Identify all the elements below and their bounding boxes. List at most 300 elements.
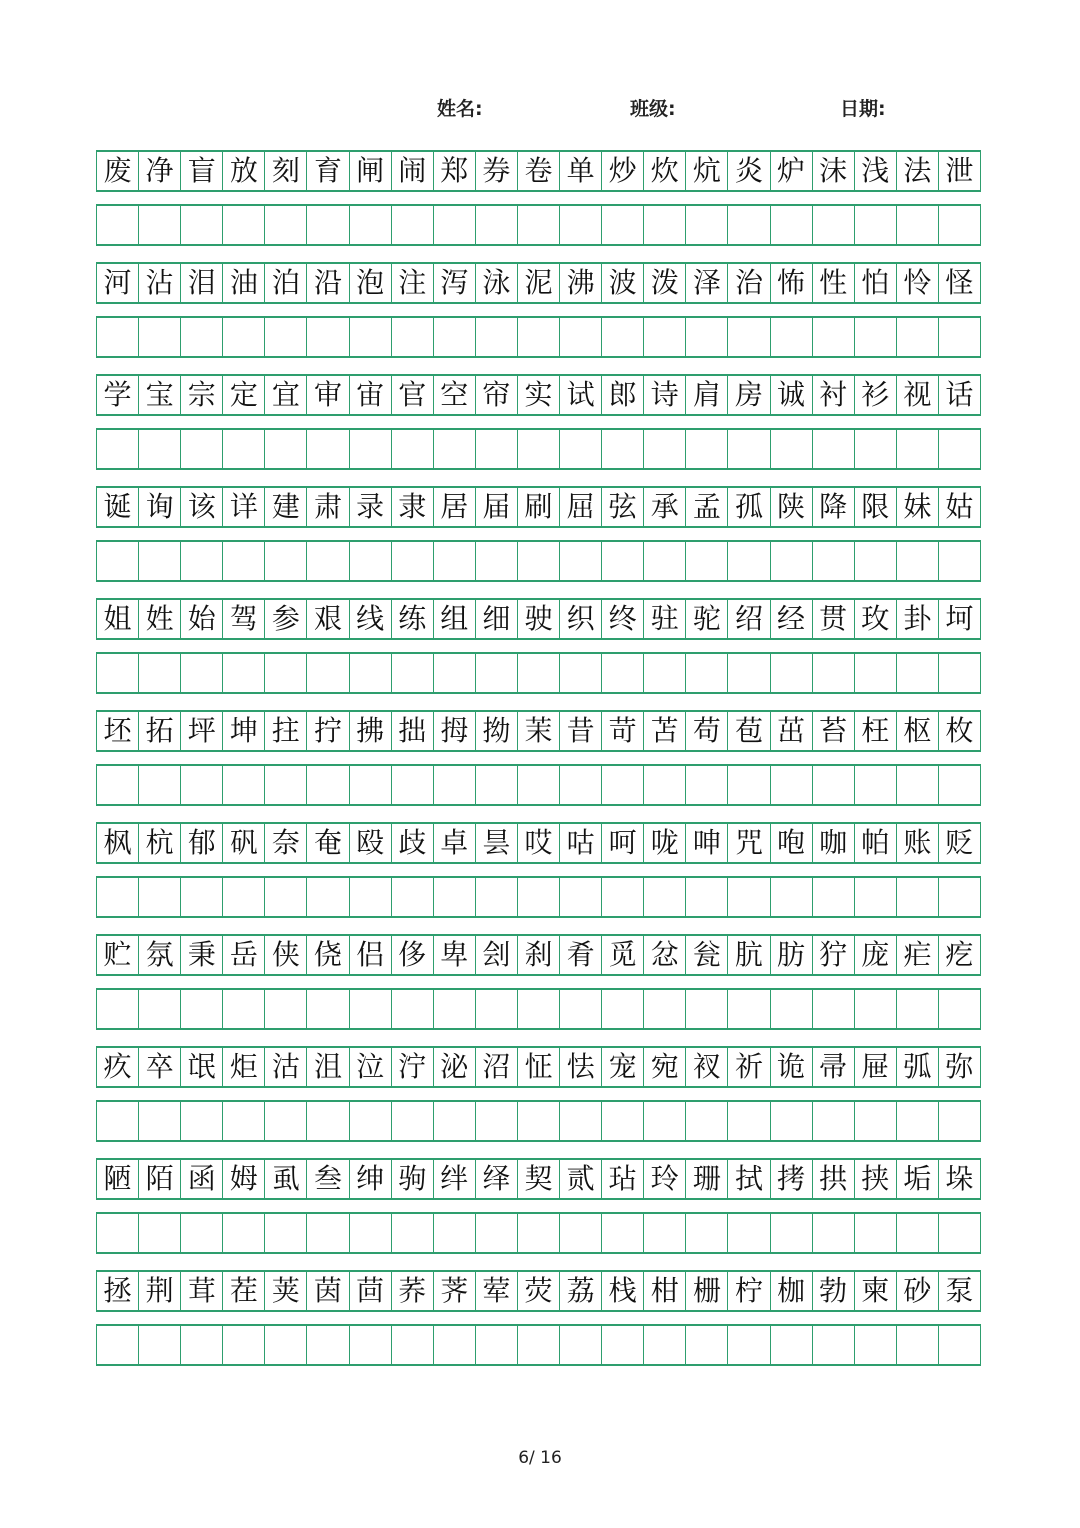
practice-cell[interactable] <box>602 206 644 244</box>
character-cell: 杭 <box>139 824 181 862</box>
practice-cell[interactable] <box>476 206 518 244</box>
practice-cell[interactable] <box>771 766 813 804</box>
character-cell: 定 <box>223 376 265 414</box>
practice-cell[interactable] <box>392 1102 434 1140</box>
practice-cell[interactable] <box>434 990 476 1028</box>
practice-cell[interactable] <box>939 430 981 468</box>
character-cell: 炒 <box>602 152 644 190</box>
practice-cell[interactable] <box>181 318 223 356</box>
character-cell: 狞 <box>813 936 855 974</box>
practice-cell[interactable] <box>392 654 434 692</box>
practice-cell[interactable] <box>771 1102 813 1140</box>
practice-cell[interactable] <box>223 430 265 468</box>
practice-cell[interactable] <box>350 990 392 1028</box>
practice-cell[interactable] <box>392 542 434 580</box>
practice-cell[interactable] <box>855 654 897 692</box>
practice-cell[interactable] <box>97 1326 139 1364</box>
practice-cell[interactable] <box>350 1102 392 1140</box>
practice-cell[interactable] <box>728 766 770 804</box>
practice-cell[interactable] <box>97 206 139 244</box>
practice-cell[interactable] <box>181 430 223 468</box>
practice-cell[interactable] <box>476 654 518 692</box>
practice-cell[interactable] <box>644 766 686 804</box>
practice-cell[interactable] <box>350 766 392 804</box>
practice-cell[interactable] <box>139 318 181 356</box>
practice-cell[interactable] <box>644 1214 686 1252</box>
character-cell: 咆 <box>771 824 813 862</box>
practice-cell[interactable] <box>855 542 897 580</box>
practice-cell[interactable] <box>813 318 855 356</box>
character-cell: 贰 <box>560 1160 602 1198</box>
practice-cell[interactable] <box>223 1102 265 1140</box>
practice-cell[interactable] <box>855 766 897 804</box>
practice-cell[interactable] <box>307 318 349 356</box>
practice-cell[interactable] <box>139 654 181 692</box>
practice-cell[interactable] <box>939 542 981 580</box>
practice-cell[interactable] <box>560 990 602 1028</box>
practice-cell[interactable] <box>602 990 644 1028</box>
practice-cell[interactable] <box>434 430 476 468</box>
practice-cell[interactable] <box>939 990 981 1028</box>
practice-cell[interactable] <box>897 1326 939 1364</box>
practice-cell[interactable] <box>518 654 560 692</box>
practice-cell[interactable] <box>897 990 939 1028</box>
practice-cell[interactable] <box>728 318 770 356</box>
practice-cell[interactable] <box>518 766 560 804</box>
practice-cell[interactable] <box>728 654 770 692</box>
character-cell: 咕 <box>560 824 602 862</box>
practice-cell[interactable] <box>855 430 897 468</box>
practice-cell[interactable] <box>350 878 392 916</box>
practice-cell[interactable] <box>771 1214 813 1252</box>
practice-cell[interactable] <box>686 990 728 1028</box>
practice-cell[interactable] <box>476 1102 518 1140</box>
practice-cell[interactable] <box>223 766 265 804</box>
practice-cell[interactable] <box>939 318 981 356</box>
practice-cell[interactable] <box>350 1326 392 1364</box>
practice-cell[interactable] <box>644 878 686 916</box>
practice-cell[interactable] <box>728 1326 770 1364</box>
character-cell: 泡 <box>350 264 392 302</box>
character-cell: 屉 <box>855 1048 897 1086</box>
practice-cell[interactable] <box>223 318 265 356</box>
character-cell: 弧 <box>897 1048 939 1086</box>
practice-cell[interactable] <box>771 878 813 916</box>
character-cell: 坪 <box>181 712 223 750</box>
character-cell: 育 <box>307 152 349 190</box>
practice-cell[interactable] <box>813 430 855 468</box>
practice-cell[interactable] <box>97 878 139 916</box>
practice-cell[interactable] <box>897 878 939 916</box>
practice-cell[interactable] <box>265 318 307 356</box>
practice-cell[interactable] <box>939 654 981 692</box>
character-cell: 刷 <box>518 488 560 526</box>
practice-cell[interactable] <box>560 766 602 804</box>
character-cell: 玫 <box>855 600 897 638</box>
practice-cell[interactable] <box>518 318 560 356</box>
practice-cell[interactable] <box>686 1102 728 1140</box>
practice-cell[interactable] <box>686 542 728 580</box>
practice-cell[interactable] <box>181 1326 223 1364</box>
practice-cell[interactable] <box>139 1214 181 1252</box>
practice-cell[interactable] <box>813 654 855 692</box>
practice-cell[interactable] <box>518 1214 560 1252</box>
practice-cell[interactable] <box>476 878 518 916</box>
practice-cell[interactable] <box>813 990 855 1028</box>
practice-cell[interactable] <box>728 430 770 468</box>
practice-cell[interactable] <box>392 766 434 804</box>
character-row <box>96 486 981 528</box>
practice-cell[interactable] <box>644 1102 686 1140</box>
character-cell: 帘 <box>476 376 518 414</box>
character-cell: 帚 <box>813 1048 855 1086</box>
practice-cell[interactable] <box>139 430 181 468</box>
practice-cell[interactable] <box>307 542 349 580</box>
practice-cell[interactable] <box>97 430 139 468</box>
practice-cell[interactable] <box>939 766 981 804</box>
practice-cell[interactable] <box>307 1326 349 1364</box>
practice-cell[interactable] <box>350 542 392 580</box>
character-cell: 承 <box>644 488 686 526</box>
practice-cell[interactable] <box>392 318 434 356</box>
practice-cell[interactable] <box>307 1214 349 1252</box>
character-cell: 话 <box>939 376 981 414</box>
practice-cell[interactable] <box>307 654 349 692</box>
practice-cell[interactable] <box>265 542 307 580</box>
character-cell: 泼 <box>644 264 686 302</box>
practice-cell[interactable] <box>434 654 476 692</box>
practice-cell[interactable] <box>181 1102 223 1140</box>
practice-cell[interactable] <box>223 1326 265 1364</box>
practice-cell[interactable] <box>97 766 139 804</box>
practice-cell[interactable] <box>897 318 939 356</box>
practice-cell[interactable] <box>644 990 686 1028</box>
practice-cell[interactable] <box>434 206 476 244</box>
character-cell: 怔 <box>518 1048 560 1086</box>
practice-cell[interactable] <box>939 1214 981 1252</box>
practice-cell[interactable] <box>560 878 602 916</box>
class-label: 班级: <box>630 98 676 120</box>
practice-cell[interactable] <box>139 878 181 916</box>
practice-cell[interactable] <box>518 1102 560 1140</box>
character-cell: 沮 <box>307 1048 349 1086</box>
character-cell: 昙 <box>476 824 518 862</box>
character-cell: 枉 <box>855 712 897 750</box>
practice-cell[interactable] <box>897 1214 939 1252</box>
character-cell: 泌 <box>434 1048 476 1086</box>
practice-cell[interactable] <box>265 766 307 804</box>
practice-cell[interactable] <box>139 1102 181 1140</box>
practice-cell[interactable] <box>771 206 813 244</box>
practice-cell[interactable] <box>897 206 939 244</box>
practice-cell[interactable] <box>560 542 602 580</box>
practice-cell[interactable] <box>560 1214 602 1252</box>
practice-cell[interactable] <box>602 430 644 468</box>
character-cell: 姑 <box>939 488 981 526</box>
practice-cell[interactable] <box>181 878 223 916</box>
practice-cell[interactable] <box>855 990 897 1028</box>
character-cell: 泣 <box>350 1048 392 1086</box>
practice-cell[interactable] <box>855 878 897 916</box>
practice-cell[interactable] <box>686 654 728 692</box>
practice-cell[interactable] <box>560 206 602 244</box>
practice-cell[interactable] <box>223 1214 265 1252</box>
practice-cell[interactable] <box>644 318 686 356</box>
practice-cell[interactable] <box>307 766 349 804</box>
practice-cell[interactable] <box>97 990 139 1028</box>
practice-cell[interactable] <box>265 1102 307 1140</box>
practice-cell[interactable] <box>560 654 602 692</box>
practice-cell[interactable] <box>223 542 265 580</box>
practice-cell[interactable] <box>392 990 434 1028</box>
practice-cell[interactable] <box>476 318 518 356</box>
practice-cell[interactable] <box>392 206 434 244</box>
character-cell: 诞 <box>97 488 139 526</box>
practice-cell[interactable] <box>181 542 223 580</box>
practice-cell[interactable] <box>181 990 223 1028</box>
practice-cell[interactable] <box>771 430 813 468</box>
practice-cell[interactable] <box>139 206 181 244</box>
practice-cell[interactable] <box>476 990 518 1028</box>
practice-cell[interactable] <box>686 766 728 804</box>
character-cell: 契 <box>518 1160 560 1198</box>
practice-cell[interactable] <box>434 1214 476 1252</box>
practice-cell[interactable] <box>771 654 813 692</box>
practice-cell[interactable] <box>97 654 139 692</box>
practice-cell[interactable] <box>181 206 223 244</box>
practice-cell[interactable] <box>434 318 476 356</box>
practice-cell[interactable] <box>139 1326 181 1364</box>
practice-cell[interactable] <box>139 990 181 1028</box>
practice-cell[interactable] <box>434 878 476 916</box>
practice-cell[interactable] <box>939 1326 981 1364</box>
practice-cell[interactable] <box>813 878 855 916</box>
practice-cell[interactable] <box>644 654 686 692</box>
practice-cell[interactable] <box>771 990 813 1028</box>
practice-cell[interactable] <box>686 318 728 356</box>
practice-cell[interactable] <box>813 1326 855 1364</box>
practice-cell[interactable] <box>728 1102 770 1140</box>
practice-cell[interactable] <box>518 430 560 468</box>
practice-cell[interactable] <box>602 1326 644 1364</box>
practice-cell[interactable] <box>139 542 181 580</box>
practice-cell[interactable] <box>897 542 939 580</box>
practice-cell[interactable] <box>602 766 644 804</box>
character-cell: 坯 <box>97 712 139 750</box>
character-cell: 房 <box>728 376 770 414</box>
character-cell: 泻 <box>434 264 476 302</box>
character-cell: 昔 <box>560 712 602 750</box>
character-cell: 奈 <box>265 824 307 862</box>
practice-cell[interactable] <box>939 1102 981 1140</box>
character-cell: 届 <box>476 488 518 526</box>
practice-cell[interactable] <box>265 878 307 916</box>
practice-cell[interactable] <box>602 1214 644 1252</box>
character-cell: 枢 <box>897 712 939 750</box>
character-cell: 妹 <box>897 488 939 526</box>
practice-cell[interactable] <box>686 1214 728 1252</box>
practice-cell[interactable] <box>518 206 560 244</box>
practice-cell[interactable] <box>476 766 518 804</box>
practice-cell[interactable] <box>97 318 139 356</box>
practice-cell[interactable] <box>476 1214 518 1252</box>
character-cell: 绎 <box>476 1160 518 1198</box>
practice-cell[interactable] <box>307 1102 349 1140</box>
character-cell: 坤 <box>223 712 265 750</box>
character-cell: 忿 <box>644 936 686 974</box>
practice-cell[interactable] <box>686 878 728 916</box>
practice-cell[interactable] <box>434 1326 476 1364</box>
practice-cell[interactable] <box>392 430 434 468</box>
practice-cell[interactable] <box>686 206 728 244</box>
practice-cell[interactable] <box>897 1102 939 1140</box>
practice-cell[interactable] <box>686 1326 728 1364</box>
character-cell: 刻 <box>265 152 307 190</box>
practice-cell[interactable] <box>897 654 939 692</box>
practice-cell[interactable] <box>350 654 392 692</box>
practice-cell[interactable] <box>602 542 644 580</box>
practice-row <box>96 316 981 358</box>
practice-cell[interactable] <box>939 878 981 916</box>
practice-cell[interactable] <box>728 1214 770 1252</box>
practice-cell[interactable] <box>518 990 560 1028</box>
character-cell: 肪 <box>771 936 813 974</box>
character-cell: 祈 <box>728 1048 770 1086</box>
practice-cell[interactable] <box>434 766 476 804</box>
character-row <box>96 374 981 416</box>
practice-row <box>96 1212 981 1254</box>
practice-cell[interactable] <box>897 766 939 804</box>
character-cell: 垛 <box>939 1160 981 1198</box>
practice-cell[interactable] <box>771 1326 813 1364</box>
practice-cell[interactable] <box>518 542 560 580</box>
practice-cell[interactable] <box>855 318 897 356</box>
practice-cell[interactable] <box>265 1326 307 1364</box>
character-cell: 庞 <box>855 936 897 974</box>
practice-cell[interactable] <box>434 1102 476 1140</box>
practice-cell[interactable] <box>307 430 349 468</box>
practice-cell[interactable] <box>392 1214 434 1252</box>
practice-cell[interactable] <box>602 318 644 356</box>
practice-cell[interactable] <box>602 878 644 916</box>
practice-cell[interactable] <box>560 1102 602 1140</box>
practice-cell[interactable] <box>728 206 770 244</box>
character-cell: 姐 <box>97 600 139 638</box>
practice-cell[interactable] <box>350 1214 392 1252</box>
practice-cell[interactable] <box>644 206 686 244</box>
character-cell: 泞 <box>392 1048 434 1086</box>
practice-cell[interactable] <box>476 430 518 468</box>
practice-cell[interactable] <box>265 1214 307 1252</box>
practice-cell[interactable] <box>602 654 644 692</box>
character-cell: 拄 <box>265 712 307 750</box>
practice-cell[interactable] <box>307 990 349 1028</box>
character-cell: 隶 <box>392 488 434 526</box>
character-cell: 限 <box>855 488 897 526</box>
practice-cell[interactable] <box>855 1214 897 1252</box>
character-cell: 帕 <box>855 824 897 862</box>
practice-cell[interactable] <box>265 430 307 468</box>
practice-cell[interactable] <box>476 542 518 580</box>
practice-cell[interactable] <box>307 878 349 916</box>
practice-cell[interactable] <box>813 1102 855 1140</box>
character-cell: 虱 <box>265 1160 307 1198</box>
practice-cell[interactable] <box>855 1326 897 1364</box>
practice-cell[interactable] <box>855 1102 897 1140</box>
practice-cell[interactable] <box>223 206 265 244</box>
practice-cell[interactable] <box>813 542 855 580</box>
character-cell: 练 <box>392 600 434 638</box>
character-cell: 单 <box>560 152 602 190</box>
practice-cell[interactable] <box>813 766 855 804</box>
character-row <box>96 710 981 752</box>
practice-cell[interactable] <box>813 206 855 244</box>
practice-cell[interactable] <box>728 990 770 1028</box>
practice-cell[interactable] <box>265 990 307 1028</box>
practice-cell[interactable] <box>350 318 392 356</box>
practice-row <box>96 428 981 470</box>
practice-cell[interactable] <box>350 430 392 468</box>
practice-cell[interactable] <box>518 1326 560 1364</box>
practice-cell[interactable] <box>350 206 392 244</box>
practice-cell[interactable] <box>728 542 770 580</box>
practice-cell[interactable] <box>771 318 813 356</box>
practice-cell[interactable] <box>644 1326 686 1364</box>
practice-row <box>96 1324 981 1366</box>
practice-cell[interactable] <box>476 1326 518 1364</box>
character-cell: 刽 <box>476 936 518 974</box>
practice-cell[interactable] <box>392 878 434 916</box>
practice-cell[interactable] <box>265 206 307 244</box>
practice-cell[interactable] <box>139 766 181 804</box>
character-cell: 炉 <box>771 152 813 190</box>
practice-cell[interactable] <box>560 1326 602 1364</box>
practice-cell[interactable] <box>560 430 602 468</box>
practice-cell[interactable] <box>97 1102 139 1140</box>
character-cell: 闸 <box>350 152 392 190</box>
practice-cell[interactable] <box>771 542 813 580</box>
practice-cell[interactable] <box>181 1214 223 1252</box>
practice-cell[interactable] <box>181 654 223 692</box>
practice-row <box>96 540 981 582</box>
character-cell: 刹 <box>518 936 560 974</box>
practice-cell[interactable] <box>307 206 349 244</box>
practice-cell[interactable] <box>97 542 139 580</box>
character-cell: 驶 <box>518 600 560 638</box>
practice-cell[interactable] <box>97 1214 139 1252</box>
practice-cell[interactable] <box>223 878 265 916</box>
practice-cell[interactable] <box>897 430 939 468</box>
practice-cell[interactable] <box>223 654 265 692</box>
practice-cell[interactable] <box>855 206 897 244</box>
practice-cell[interactable] <box>728 878 770 916</box>
practice-cell[interactable] <box>644 430 686 468</box>
practice-cell[interactable] <box>686 430 728 468</box>
practice-cell[interactable] <box>939 206 981 244</box>
practice-cell[interactable] <box>518 878 560 916</box>
practice-cell[interactable] <box>223 990 265 1028</box>
practice-cell[interactable] <box>813 1214 855 1252</box>
practice-cell[interactable] <box>265 654 307 692</box>
character-cell: 柠 <box>728 1272 770 1310</box>
practice-cell[interactable] <box>181 766 223 804</box>
practice-cell[interactable] <box>602 1102 644 1140</box>
practice-cell[interactable] <box>560 318 602 356</box>
character-cell: 觅 <box>602 936 644 974</box>
practice-cell[interactable] <box>392 1326 434 1364</box>
practice-cell[interactable] <box>434 542 476 580</box>
practice-cell[interactable] <box>644 542 686 580</box>
